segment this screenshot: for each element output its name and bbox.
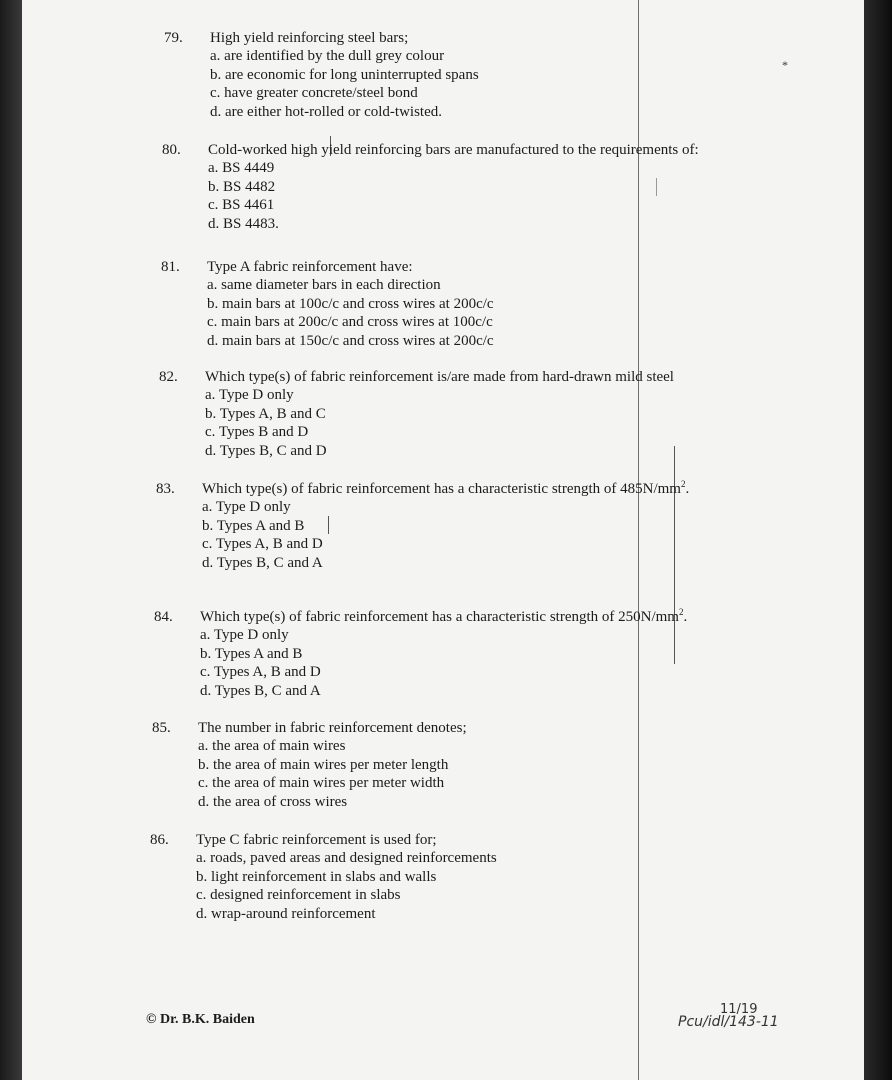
- question-number: 86.: [150, 832, 169, 848]
- option-b: b. Types A and B: [202, 517, 305, 534]
- reference-code: Pcu/idl/143-11: [678, 1014, 779, 1030]
- option-c: c. Types B and D: [205, 424, 309, 441]
- option-b: b. light reinforcement in slabs and walls: [196, 868, 437, 885]
- exam-page: [22, 0, 864, 1080]
- question-number: 82.: [159, 369, 178, 385]
- question-number: 84.: [154, 609, 173, 625]
- option-c: c. the area of main wires per meter width: [198, 775, 445, 792]
- option-d: d. wrap-around reinforcement: [196, 905, 376, 922]
- question-number: 79.: [164, 30, 183, 46]
- option-a: a. the area of main wires: [198, 738, 346, 755]
- question-stem: Cold-worked high yield reinforcing bars are manufactured to the requirements of:: [208, 142, 699, 158]
- question-stem: High yield reinforcing steel bars;: [210, 30, 409, 46]
- option-c: c. designed reinforcement in slabs: [196, 887, 401, 904]
- option-d: d. are either hot-rolled or cold-twisted.: [210, 103, 443, 120]
- author-credit: © Dr. B.K. Baiden: [146, 1012, 255, 1027]
- option-b: b. are economic for long uninterrupted spans: [210, 66, 479, 83]
- question-number: 83.: [156, 481, 175, 497]
- option-d: d. Types B, C and A: [200, 682, 321, 699]
- option-d: d. Types B, C and D: [205, 442, 327, 459]
- option-a: a. same diameter bars in each direction: [207, 277, 441, 294]
- option-d: d. BS 4483.: [208, 215, 279, 232]
- page-number: 11/19: [720, 1002, 758, 1017]
- scan-left-edge: [0, 0, 22, 1080]
- option-a: a. roads, paved areas and designed reinforcements: [196, 850, 497, 867]
- option-a: a. Type D only: [200, 627, 289, 644]
- question-stem: Which type(s) of fabric reinforcement has a characteristic strength of $485N/mm^2$.: [202, 479, 690, 497]
- question-number: 85.: [152, 720, 171, 736]
- option-a: a. BS 4449: [208, 160, 275, 177]
- option-d: d. the area of cross wires: [198, 793, 348, 810]
- option-b: b. BS 4482: [208, 178, 276, 195]
- option-b: b. the area of main wires per meter length: [198, 756, 449, 773]
- option-a: a. Type D only: [202, 499, 291, 516]
- option-a: a. are identified by the dull grey colour: [210, 48, 445, 65]
- option-b: b. Types A, B and C: [205, 405, 326, 422]
- option-b: b. main bars at 100c/c and cross wires at 200c/c: [207, 295, 494, 312]
- question-stem: Type A fabric reinforcement have:: [207, 259, 413, 275]
- margin-asterisk: *: [782, 58, 788, 72]
- option-c: c. main bars at 200c/c and cross wires at 100c/c: [207, 314, 493, 331]
- question-stem: The number in fabric reinforcement denotes;: [198, 720, 467, 736]
- option-c: c. BS 4461: [208, 197, 275, 214]
- option-c: c. have greater concrete/steel bond: [210, 85, 418, 102]
- option-c: c. Types A, B and D: [202, 536, 323, 553]
- question-number: 80.: [162, 142, 181, 158]
- question-number: 81.: [161, 259, 180, 275]
- option-d: d. Types B, C and A: [202, 554, 323, 571]
- option-a: a. Type D only: [205, 387, 294, 404]
- option-c: c. Types A, B and D: [200, 664, 321, 681]
- question-stem: Which type(s) of fabric reinforcement has a characteristic strength of $250N/mm^2$.: [200, 607, 688, 625]
- scan-right-edge: [864, 0, 892, 1080]
- question-stem: Which type(s) of fabric reinforcement is/are made from hard-drawn mild steel: [205, 369, 674, 385]
- question-stem: Type C fabric reinforcement is used for;: [196, 832, 437, 848]
- option-d: d. main bars at 150c/c and cross wires at 200c/c: [207, 332, 494, 349]
- option-b: b. Types A and B: [200, 645, 303, 662]
